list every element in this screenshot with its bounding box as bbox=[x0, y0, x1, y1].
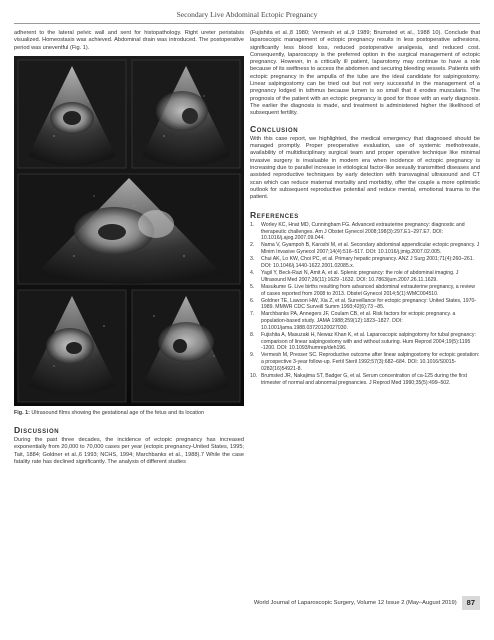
page-footer bbox=[248, 596, 480, 610]
ultrasound-figure bbox=[14, 56, 244, 406]
figure-caption bbox=[14, 410, 244, 417]
conclusion-paragraph: With this case report, we highlighted, the medical emergency that diagnosed should be managed promptly. Proper preoperative evaluation, use of systemic methotrexate, availability of multidisciplinary surgical team and proper operative technique like minimal invasive surgery is invaluable in modern era when incidence of ectopic pregnancy is increasing due to parallel increase in etiological factor-like sexually transmitted diseases and assisted reproductive techniques by early detection with transvaginal ultrasound and CT scan which can reduce maternal mortality and morbidity, offer the couple a more optimistic outlook for subsequent reproductive potential and reduce mental, emotional trauma to the patient. bbox=[250, 135, 480, 201]
ultrasound-films-image bbox=[14, 56, 244, 406]
reference-number: 3. bbox=[250, 256, 255, 263]
reference-number: 6. bbox=[250, 297, 255, 304]
references-heading: References bbox=[250, 209, 299, 220]
figure-caption-text: Ultrasound films showing the gestational age of the fetus and its location bbox=[29, 409, 204, 416]
page-number: 87 bbox=[462, 596, 480, 610]
reference-text: Vermesh M, Presser SC. Reproductive outcome after linear salpingostomy for ectopic gestation: a prospective 3-year follow-up. Fertil Steril 1992;57(3):682–684. DOI: 10.1016/S0015-0282(16)54921-8. bbox=[261, 352, 480, 372]
reference-text: Fujishita A, Masuzaki H, Newaz Khan K, et al. Laparoscopic salpingotomy for tubal pregnancy: comparison of linear salpingostomy with and without suturing. Hum Reprod 2004;19(5):1195 -1200. DOI: 10.1093/humrep/deh196. bbox=[261, 331, 476, 352]
reference-text: Nama V, Gyampoh B, Karoshi M, et al. Secondary abdominal appendicular ectopic pregnancy. J Minim Invasive Gynecol 2007;14(4):516–517. DOI: 10.1016/j.jmig.2007.02.005. bbox=[261, 242, 480, 256]
reference-text: Yagil Y, Beck-Razi N, Amit A, et al. Splenic pregnancy: the role of abdominal imaging. J Ultrasound Med 2007;26(11):1629 -1632. DOI: 10.7863/jum.2007.26.11.1629. bbox=[261, 269, 459, 283]
reference-item bbox=[250, 311, 480, 331]
reference-number: 4. bbox=[250, 269, 255, 276]
left-column bbox=[14, 30, 244, 468]
reference-text: Goldner TE, Lawson HW, Xia Z, et al. Surveillance for ectopic pregnancy: United States, 1970-1989. MMWR CDC Surveill Summ 1993;42(6):73 –85. bbox=[261, 297, 477, 311]
reference-number: 5. bbox=[250, 283, 255, 290]
reference-item bbox=[250, 242, 480, 256]
references-list bbox=[250, 222, 480, 387]
reference-item bbox=[250, 332, 480, 352]
reference-item bbox=[250, 298, 480, 312]
reference-text: Chui AK, Lo KW, Choi PC, et al. Primary hepatic pregnancy. ANZ J Surg 2001;71(4):260–261. DOI: 10.1046/j.1440-1622.2001.02085.x. bbox=[261, 256, 475, 269]
reference-item bbox=[250, 373, 480, 387]
conclusion-heading: Conclusion bbox=[250, 123, 299, 134]
reference-number: 1. bbox=[250, 221, 255, 228]
reference-text: Masukume G. Live births resulting from advanced abdominal extrauterine pregnancy, a review of cases reported from 2008 to 2013. Obstet Gynecol 2014;5(1):WMC004510. bbox=[261, 283, 475, 297]
reference-item bbox=[250, 270, 480, 284]
reference-item bbox=[250, 284, 480, 298]
reference-number: 7. bbox=[250, 311, 255, 318]
continuation-paragraph: (Fujishita et al.,8 1980; Vermesh et al.,9 1989; Brumsted et al., 1988 10). Conclude that laparoscopic management of ectopic pregnancy results in less postoperative adhesions, significantly less blood loss, reduced postoperative analgesia, and reduced cost. Consequently, laparoscopy is the preferred option in the surgical management of ectopic pregnancy. However, in a critically ill patient, laparotomy may continue to have a role because of its swiftness to access the abdomen and securing bleeding vessels. Patients with ectopic pregnancy in the ampulla of the tube are the ideal candidate for salpingostomy. Linear salpingostomy can be tried out but not very successful in the management of a pregnancy lodged in isthmus because lumen is so small that it erodes muscularis. The prognosis of the patient with an ectopic pregnancy is good for those with an early diagnosis. The earlier the diagnosis is made, and treatment is administered higher the likelihood of subsequent fertility. bbox=[250, 30, 480, 117]
intro-paragraph: adherent to the lateral pelvic wall and sent for histopathology. Right ureter peristalsis visualized. Homeostasis was achieved. Abdominal drain was introduced. The postoperative period was uneventful (Fig. 1). bbox=[14, 30, 244, 51]
running-head: Secondary Live Abdominal Ectopic Pregnancy bbox=[176, 10, 318, 19]
reference-number: 9. bbox=[250, 352, 255, 359]
reference-text: Worley KC, Hnat MD, Cunningham FG. Advanced extrauterine pregnancy: diagnostic and therapeutic challenges. Am J Obstet Gynecol 2008;198(3):297.E1–297.E7. DOI: 10.1016/j.ajog.2007.09.044. bbox=[261, 221, 465, 242]
figure-caption-label: Fig. 1: bbox=[14, 409, 30, 416]
reference-text: Marchbanks PA, Annegers JF, Coulam CB, et al. Risk factors for ectopic pregnancy. a population-based study. JAMA 1988;259(12):1823–1827. DOI: 10.1001/jama.1988.03720120027030. bbox=[261, 311, 456, 331]
reference-number: 2. bbox=[250, 242, 255, 249]
discussion-paragraph: During the past three decades, the incidence of ectopic pregnancy has increased exponentially from 20,000 to 70,000 cases per year (ectopic pregnancy-United States, 1995; Tait, 1884; Goldner et al.,6 1993; NCHS, 1994; Marchbanks et al., 1988).7 While the case fatality rate has declined significantly. The analysis of different studies bbox=[14, 437, 244, 466]
reference-text: Brumsted JR, Nakajima ST, Badger G, et al. Serum concentration of ca-125 during the first trimester of normal and abnormal pregnancies. J Reprod Med 1990;35(5):499–502. bbox=[261, 373, 468, 386]
reference-item bbox=[250, 222, 480, 242]
discussion-heading: Discussion bbox=[14, 424, 60, 435]
right-column bbox=[250, 30, 480, 387]
header-rule bbox=[14, 23, 480, 24]
reference-number: 10. bbox=[250, 373, 258, 379]
reference-number: 8. bbox=[250, 331, 255, 338]
reference-item bbox=[250, 352, 480, 372]
reference-item bbox=[250, 256, 480, 270]
journal-citation: World Journal of Laparoscopic Surgery, Volume 12 Issue 2 (May–August 2019) bbox=[253, 600, 457, 606]
